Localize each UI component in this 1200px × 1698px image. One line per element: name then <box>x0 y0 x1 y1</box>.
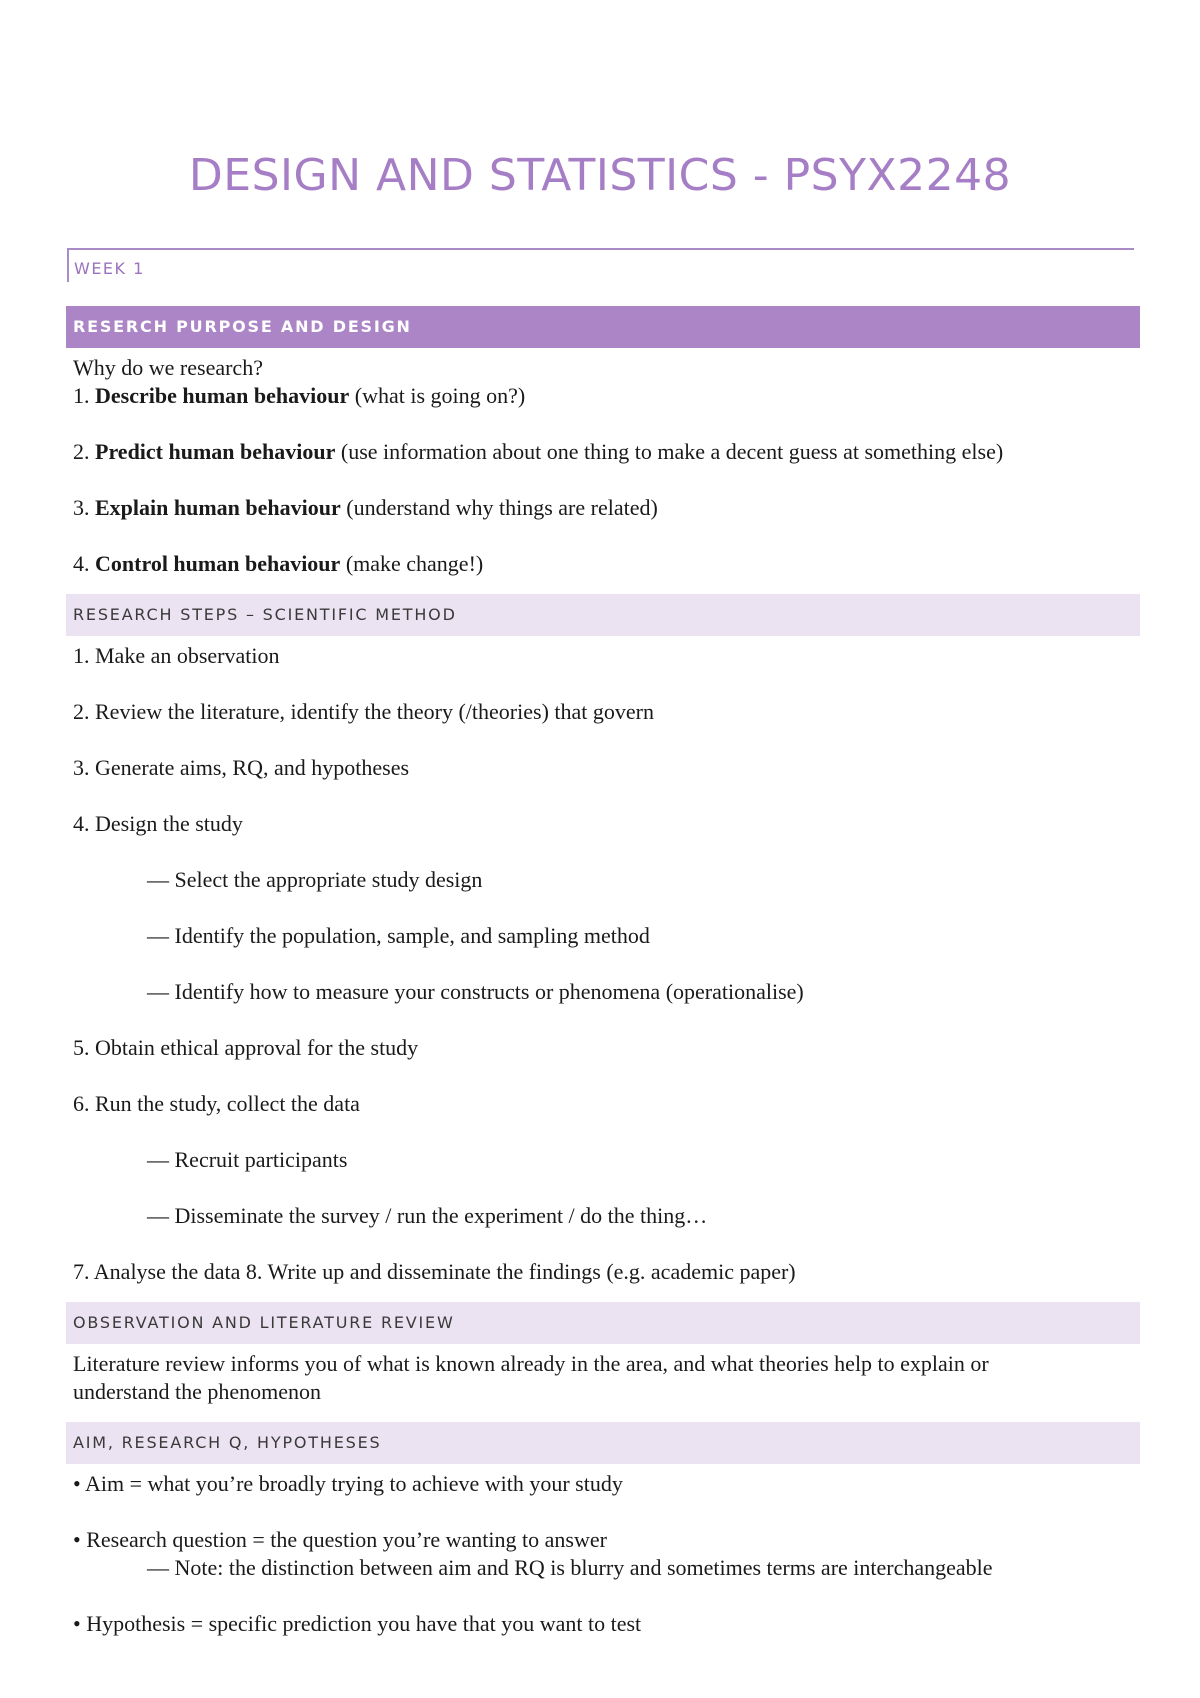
step-item: 6. Run the study, collect the data <box>73 1091 360 1116</box>
step-subitem: — Identify the population, sample, and sampling method <box>147 923 650 948</box>
week-heading: WEEK 1 <box>74 259 145 278</box>
section-heading-observation: OBSERVATION AND LITERATURE REVIEW <box>66 1302 1140 1344</box>
observation-text: understand the phenomenon <box>73 1379 322 1404</box>
week-divider-tick <box>67 248 69 282</box>
step-item: 7. Analyse the data 8. Write up and disseminate the findings (e.g. academic paper) <box>73 1259 796 1284</box>
step-subitem: — Disseminate the survey / run the experiment / do the thing… <box>147 1203 708 1228</box>
step-item: 5. Obtain ethical approval for the study <box>73 1035 419 1060</box>
purpose-intro: Why do we research? <box>73 355 263 380</box>
step-item: 4. Design the study <box>73 811 243 836</box>
aims-bullet: • Research question = the question you’re wanting to answer <box>73 1527 607 1552</box>
step-item: 1. Make an observation <box>73 643 280 668</box>
section-heading-aims: AIM, RESEARCH Q, HYPOTHESES <box>66 1422 1140 1464</box>
purpose-item: 4. Control human behaviour (make change!) <box>73 551 484 576</box>
week-divider <box>67 248 1134 250</box>
step-subitem: — Select the appropriate study design <box>147 867 483 892</box>
purpose-item: 1. Describe human behaviour (what is going on?) <box>73 383 526 408</box>
section-heading-purpose: RESERCH PURPOSE AND DESIGN <box>66 306 1140 348</box>
purpose-item: 2. Predict human behaviour (use information about one thing to make a decent guess at something else) <box>73 439 1004 464</box>
aims-bullet: • Hypothesis = specific prediction you have that you want to test <box>73 1611 642 1636</box>
step-subitem: — Identify how to measure your constructs or phenomena (operationalise) <box>147 979 804 1004</box>
step-item: 3. Generate aims, RQ, and hypotheses <box>73 755 410 780</box>
step-subitem: — Recruit participants <box>147 1147 348 1172</box>
document-body <box>66 306 1140 1638</box>
observation-text: Literature review informs you of what is known already in the area, and what theories help to explain or <box>73 1351 989 1376</box>
section-heading-steps: RESEARCH STEPS – SCIENTIFIC METHOD <box>66 594 1140 636</box>
step-item: 2. Review the literature, identify the theory (/theories) that govern <box>73 699 654 724</box>
aims-bullet: • Aim = what you’re broadly trying to achieve with your study <box>73 1471 623 1496</box>
purpose-item: 3. Explain human behaviour (understand why things are related) <box>73 495 658 520</box>
aims-note: — Note: the distinction between aim and RQ is blurry and sometimes terms are interchangeable <box>147 1555 993 1580</box>
document-title: DESIGN AND STATISTICS - PSYX2248 <box>188 150 1012 201</box>
